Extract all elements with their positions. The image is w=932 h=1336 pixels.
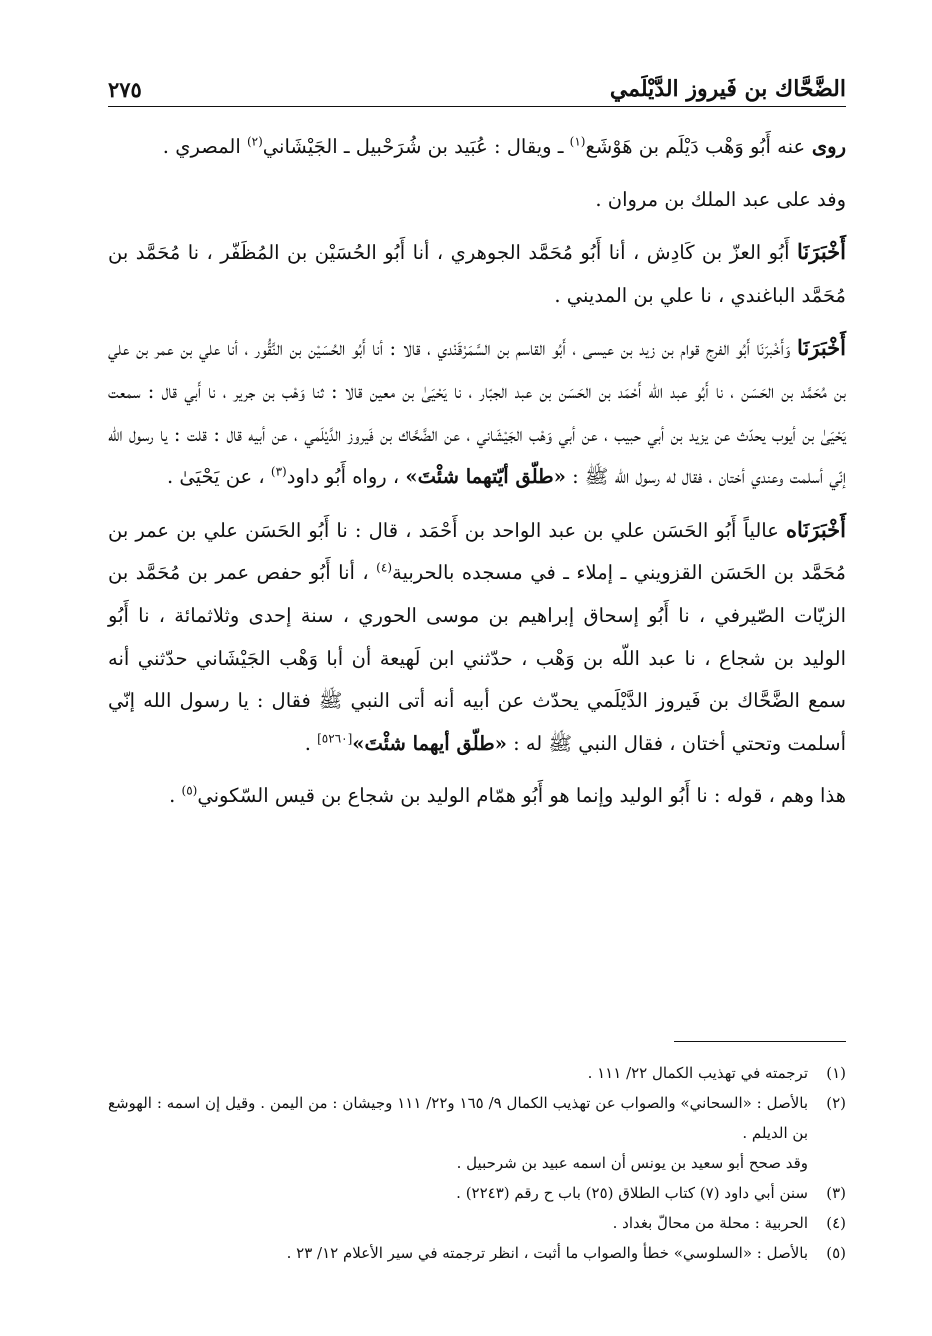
footnote-marker: (٢)	[246, 134, 263, 149]
footnote	[108, 1238, 846, 1268]
text-segment: عنه أَبُو وَهْب دَيْلَم بن هَوْشَع	[585, 135, 806, 158]
isnad-keyword: أَخْبَرَنَاه	[786, 516, 846, 542]
footnote	[108, 1088, 846, 1178]
text-segment: أَبُو العزّ بن كَادِش ، أنا أَبُو مُحَمَّد الجوهري ، أنا أَبُو الحُسَيْن بن المُظَفّر ، نا مُحَمَّد بن مُحَمَّد الباغندي ، نا علي بن المديني .	[108, 241, 846, 307]
paragraph	[108, 327, 846, 498]
paragraph	[108, 775, 846, 818]
footnote-line: بالأصل : «السلوسي» خطأ والصواب ما أثبت ، انظر ترجمته في سير الأعلام ١٢/ ٢٣ .	[286, 1244, 808, 1262]
footnote	[108, 1058, 846, 1088]
footnote-marker: (٣)	[270, 464, 287, 479]
text-segment: وفد على عبد الملك بن مروان .	[595, 187, 846, 211]
text-segment: .	[169, 784, 182, 808]
footnotes	[108, 1058, 846, 1268]
footnote-marker: (٤)	[376, 560, 392, 575]
main-text	[108, 126, 846, 828]
emphasized-text: «طلّق أيهما شئْتَ»	[352, 731, 507, 755]
text-segment: عالياً أَبُو الحَسَن علي بن عبد الواحد بن أَحْمَد ، قال : نا أَبُو الحَسَن علي بن عمر بن مُحَمَّد بن الحَسَن القزويني ـ إملاء ـ في مسجده بالحربية	[108, 518, 846, 585]
footnote-number: (٢)	[826, 1094, 846, 1112]
footnote-marker: (٥)	[181, 783, 198, 798]
text-segment: ، عن يَحْيَىٰ .	[166, 465, 271, 489]
footnote-separator	[674, 1041, 846, 1042]
text-segment: هذا وهم ، قوله : نا أَبُو الوليد وإنما هو أَبُو همّام الوليد بن شجاع بن قيس السّكوني	[197, 784, 846, 808]
text-segment: .	[304, 731, 318, 755]
footnote-line: بالأصل : «السحاني» والصواب عن تهذيب الكمال ٩/ ١٦٥ و٢٢/ ١١١ وجيشان : من اليمن . وقيل إن اسمه : الهوشع بن الديلم .	[108, 1094, 808, 1142]
text-segment: ، رواه أَبُو داود	[286, 465, 406, 489]
footnote-number: (٣)	[826, 1184, 846, 1202]
isnad-keyword: أَخْبَرَنَا	[797, 335, 846, 361]
footnote-text	[108, 1238, 808, 1268]
footnote-line: وقد صحح أبو سعيد بن يونس أن اسمه عبيد بن شرحبيل .	[456, 1154, 808, 1172]
paragraph	[108, 509, 846, 766]
footnote-marker: [٥٢٦٠]	[317, 731, 353, 746]
paragraph	[108, 231, 846, 317]
footnote-marker: (١)	[569, 134, 586, 149]
footnote-text	[108, 1178, 808, 1208]
paragraph	[108, 179, 846, 222]
paragraph	[108, 126, 846, 169]
footnote-line: ترجمته في تهذيب الكمال ٢٢/ ١١١ .	[587, 1064, 808, 1082]
text-segment: وَأَخْبرَنَا أَبُو الفرج قوام بن زيد بن عيسى ، أَبُو القاسم بن السَّمَرْقَنْدي ، قالا : أنا أَبُو الحُسَيْن بن النَّقُّور ، أنا علي بن عمر بن علي بن مُحَمَّد بن الحَسَن ، نا أَبُو عبد الله أَحْمَد بن الحَسَن بن عبد الجبّار ، نا يَحْيَىٰ بن معين قالا : ثنا وَهْب بن جرير ، نا أَبي قال : سمعت يَحْيَىٰ بن أيوب يحدّث عن يزيد بن أبي حبيب ، عن أبي وَهْب الجَيْشَاني ، عن الضَّحَّاك بن فَيروز الدَّيْلَمي ، عن أبيه قال : قلت : يا رسول الله إنّي أسلمت وعندي أختان ، فقال له رسول الله ﷺ :	[108, 337, 846, 489]
footnote-text	[108, 1208, 808, 1238]
footnote	[108, 1208, 846, 1238]
running-header	[108, 62, 846, 107]
page-number: ٢٧٥	[108, 77, 142, 102]
footnote-text	[108, 1058, 808, 1088]
footnote-number: (٤)	[826, 1214, 846, 1232]
footnote-text	[108, 1088, 808, 1178]
isnad-keyword: أَخْبَرَنَا	[797, 239, 846, 265]
emphasized-text: روى	[805, 135, 846, 158]
text-segment: ، أنا أَبُو حفص عمر بن مُحَمَّد بن الزيّات الصّيرفي ، نا أَبُو إسحاق إبراهيم بن موسى الحوري ، سنة إحدى وثلاثمائة ، نا أَبُو الوليد بن شجاع ، نا عبد اللّه بن وَهْب ، حدّثني ابن لَهيعة أن أبا وَهْب الجَيْشَاني حدّثني أنه سمع الضَّحَّاك بن فَيروز الدَّيْلَمي يحدّث عن أبيه أنه أتى النبي ﷺ فقال : يا رسول الله إنّي أسلمت وتحتي أختان ، فقال النبي ﷺ له :	[108, 561, 846, 755]
footnote	[108, 1178, 846, 1208]
text-segment: المصري .	[162, 135, 247, 158]
footnote-number: (١)	[826, 1064, 846, 1082]
running-title: الضَّحَّاك بن فَيروز الدَّيْلَمي	[609, 76, 846, 102]
emphasized-text: «طلّق أيّتهما شئْتَ»	[405, 465, 566, 489]
text-segment: ـ ويقال : عُبَيد بن شُرَحْبيل ـ الجَيْشَاني	[262, 135, 570, 158]
footnote-line: الحربية : محلة من محالّ بغداد .	[612, 1214, 808, 1232]
footnote-number: (٥)	[826, 1244, 846, 1262]
footnote-line: سنن أبي داود (٧) كتاب الطلاق (٢٥) باب ح رقم (٢٢٤٣) .	[456, 1184, 808, 1202]
